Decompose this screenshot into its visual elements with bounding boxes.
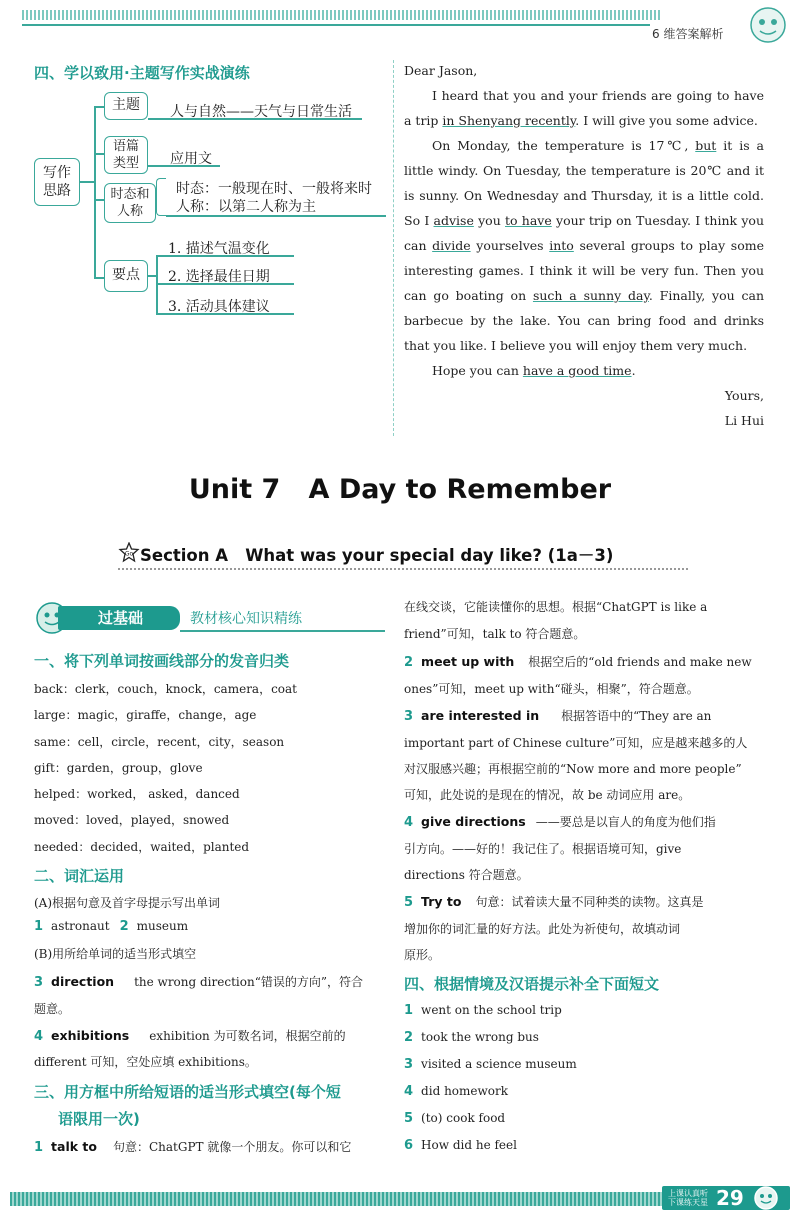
explanation-line: 原形。 bbox=[404, 948, 441, 962]
unit-title: Unit 7 A Day to Remember bbox=[188, 474, 612, 505]
letter-paragraph-3: Hope you can have a good time. bbox=[432, 363, 636, 378]
explanation-line: 对汉服感兴趣；再根据空前的“Now more and more people” bbox=[404, 762, 742, 776]
answer-line: 5 (to) cook food bbox=[404, 1111, 506, 1126]
basics-banner bbox=[30, 600, 385, 636]
sample-letter bbox=[404, 58, 764, 433]
mascot-logo-icon bbox=[748, 6, 788, 44]
answer-line: 1 went on the school trip bbox=[404, 1003, 562, 1018]
explanation-line: 在线交谈，它能读懂你的思想。根据“ChatGPT is like a bbox=[404, 600, 708, 614]
exercise-2b-instructions: (B)用所给单词的适当形式填空 bbox=[34, 947, 197, 961]
phonics-line: helped：worked， asked，danced bbox=[34, 787, 240, 801]
branch-genre: 语篇类型 bbox=[104, 136, 148, 174]
answer-line: 1 astronaut 2 museum bbox=[34, 919, 189, 934]
phonics-line: gift：garden，group，glove bbox=[34, 761, 203, 775]
explanation-line: friend”可知，talk to 符合题意。 bbox=[404, 627, 586, 641]
answer-line: 4 did homework bbox=[404, 1084, 508, 1099]
connector bbox=[80, 181, 94, 183]
answer-line: 5 Try to 句意：试着读大量不同种类的读物。这真是 bbox=[404, 894, 704, 910]
key-point-3: 3. 活动具体建议 bbox=[168, 299, 270, 315]
top-divider bbox=[22, 24, 650, 26]
exercise-2a-instructions: (A)根据句意及首字母提示写出单词 bbox=[34, 896, 221, 910]
explanation-line: important part of Chinese culture”可知，应是越来越多的人 bbox=[404, 736, 748, 750]
phonics-line: moved：loved，played，snowed bbox=[34, 813, 230, 827]
exercise-2-title: 二、词汇运用 bbox=[34, 867, 125, 885]
branch-tense-content: 时态：一般现在时、一般将来时 bbox=[176, 181, 372, 197]
mindmap-title: 四、学以致用·主题写作实战演练 bbox=[34, 64, 250, 82]
phonics-line: same：cell，circle，recent，city，season bbox=[34, 735, 285, 749]
explanation-line: directions 符合题意。 bbox=[404, 868, 529, 882]
footer-tagline: 上课认真听 下课练天星 bbox=[668, 1189, 708, 1207]
letter-signature: Li Hui bbox=[724, 413, 764, 428]
mindmap-root-label: 写作思路 bbox=[43, 165, 71, 199]
explanation-line: 增加你的词汇量的好方法。此处为祈使句，故填动词 bbox=[404, 922, 681, 936]
answer-line: 4 exhibitions exhibition 为可数名词，根据空前的 bbox=[34, 1028, 346, 1044]
page-number: 29 bbox=[716, 1186, 744, 1210]
section-divider bbox=[118, 568, 688, 570]
branch-theme-content: 人与自然——天气与日常生活 bbox=[170, 104, 352, 120]
branch-key-points: 要点 bbox=[104, 260, 148, 292]
answer-line: 1 talk to 句意：ChatGPT 就像一个朋友。你可以和它 bbox=[34, 1139, 352, 1155]
phonics-line: needed：decided，waited，planted bbox=[34, 840, 250, 854]
answer-line: different 可知，空处应填 exhibitions。 bbox=[34, 1055, 257, 1069]
column-divider bbox=[393, 60, 394, 436]
branch-tense-person: 时态和人称 bbox=[104, 183, 156, 223]
letter-closing: Yours, bbox=[724, 388, 764, 403]
explanation-line: ones”可知，meet up with“碰头，相聚”，符合题意。 bbox=[404, 682, 699, 696]
bottom-stripe-decoration bbox=[10, 1192, 662, 1206]
header-section-label: 6 维答案解析 bbox=[652, 27, 724, 41]
flower-icon bbox=[118, 542, 140, 564]
answer-line: 2 meet up with 根据空后的“old friends and make new bbox=[404, 654, 752, 670]
letter-paragraph-2: On Monday, the temperature is 17℃, but it is a little windy. On Tuesday, the temperature is 20℃ and it is sunny. On Wednesday and Thursday, it is a little cold. So I advise you to have your trip on Tuesday. I think you can divide yourselves into several groups to play some interesting games. I think it will be very fun. Then you can go boating on such a sunny day. Finally, you can barbecue by the lake. You can bring food and drinks that you like. I believe you will enjoy them very much. bbox=[404, 138, 764, 353]
branch-theme: 主题 bbox=[104, 92, 148, 120]
exercise-3-title-line2: 语限用一次) bbox=[58, 1110, 140, 1128]
svg-text:Go: Go bbox=[124, 550, 134, 558]
answer-line: 3 are interested in 根据答语中的“They are an bbox=[404, 708, 712, 724]
branch-person-content: 人称：以第二人称为主 bbox=[176, 199, 316, 215]
exercise-4-title: 四、根据情境及汉语提示补全下面短文 bbox=[404, 975, 660, 993]
top-bar bbox=[0, 0, 800, 46]
answer-line: 6 How did he feel bbox=[404, 1138, 517, 1153]
answer-line: 4 give directions ——要总是以盲人的角度为他们指 bbox=[404, 814, 716, 830]
mascot-logo-icon bbox=[748, 1184, 784, 1212]
answer-line: 题意。 bbox=[34, 1002, 71, 1016]
answer-line: 3 visited a science museum bbox=[404, 1057, 577, 1072]
key-point-1: 1. 描述气温变化 bbox=[168, 241, 270, 257]
top-stripe-decoration bbox=[22, 10, 662, 20]
exercise-1-title: 一、将下列单词按画线部分的发音归类 bbox=[34, 652, 290, 670]
banner-tag: 过基础 bbox=[58, 606, 180, 630]
section-title: Section A What was your special day like? (1a－3) bbox=[140, 546, 614, 565]
exercise-3-title-line1: 三、用方框中所给短语的适当形式填空(每个短 bbox=[34, 1083, 341, 1101]
key-point-2: 2. 选择最佳日期 bbox=[168, 269, 270, 285]
banner-subtitle: 教材核心知识精练 bbox=[190, 611, 302, 627]
letter-greeting: Dear Jason, bbox=[404, 63, 478, 78]
letter-paragraph-1: I heard that you and your friends are going to have a trip in Shenyang recently. I will give you some advice. bbox=[404, 88, 764, 128]
phonics-line: large：magic，giraffe，change，age bbox=[34, 708, 257, 722]
mindmap-root bbox=[34, 158, 80, 206]
phonics-line: back：clerk，couch，knock，camera，coat bbox=[34, 682, 298, 696]
answer-line: 3 direction the wrong direction“错误的方向”，符合 bbox=[34, 974, 363, 990]
answer-line: 2 took the wrong bus bbox=[404, 1030, 539, 1045]
explanation-line: 可知，此处说的是现在的情况，故 be 动词应用 are。 bbox=[404, 788, 691, 802]
explanation-line: 引方向。——好的！我记住了。根据语境可知，give bbox=[404, 842, 682, 856]
branch-genre-content: 应用文 bbox=[170, 151, 212, 167]
bracket-line bbox=[94, 106, 96, 278]
